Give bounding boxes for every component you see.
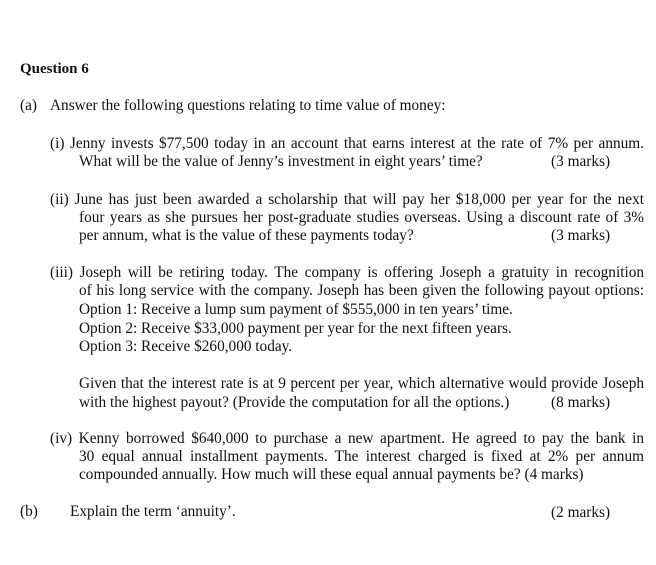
q3-line-2: of his long service with the company. Joseph has been given the following payout options: [79, 282, 644, 299]
q3-option-2: Option 2: Receive $33,000 payment per year for the next fifteen years. [79, 320, 512, 337]
q4-line-1: (iv) Kenny borrowed $640,000 to purchase a new apartment. He agreed to pay the bank in [50, 430, 644, 447]
part-a-intro: Answer the following questions relating to time value of money: [50, 97, 446, 114]
q4-line-2: 30 equal annual installment payments. The interest charged is fixed at 2% per annum [79, 448, 644, 465]
question-title: Question 6 [20, 61, 89, 77]
q3-line-1: (iii) Joseph will be retiring today. The company is offering Joseph a gratuity in recognition [50, 264, 644, 281]
q4-line-3: compounded annually. How much will these equal annual payments be? (4 marks) [79, 466, 584, 483]
part-b-marks: (2 marks) [551, 504, 611, 521]
q2-marks: (3 marks) [551, 227, 611, 244]
q2-line-3: per annum, what is the value of these payments today? [79, 227, 414, 244]
q3-marks: (8 marks) [551, 394, 611, 411]
q2-line-2: four years as she pursues her post-graduate studies overseas. Using a discount rate of 3% [79, 209, 644, 226]
q3-option-3: Option 3: Receive $260,000 today. [79, 338, 293, 355]
q3-given-1: Given that the interest rate is at 9 percent per year, which alternative would provide Joseph [79, 375, 644, 392]
part-b-text: Explain the term ‘annuity’. [70, 503, 236, 520]
part-b-label: (b) [20, 503, 38, 520]
q1-line-2: What will be the value of Jenny’s investment in eight years’ time? [79, 153, 483, 170]
q3-option-1: Option 1: Receive a lump sum payment of $555,000 in ten years’ time. [79, 301, 513, 318]
q1-marks: (3 marks) [551, 153, 611, 170]
q3-given-2: with the highest payout? (Provide the computation for all the options.) [79, 394, 510, 411]
q1-line-1: (i) Jenny invests $77,500 today in an account that earns interest at the rate of 7% per annum. [50, 135, 644, 152]
q2-line-1: (ii) June has just been awarded a scholarship that will pay her $18,000 per year for the next [50, 191, 644, 208]
part-a-label: (a) [20, 97, 37, 114]
